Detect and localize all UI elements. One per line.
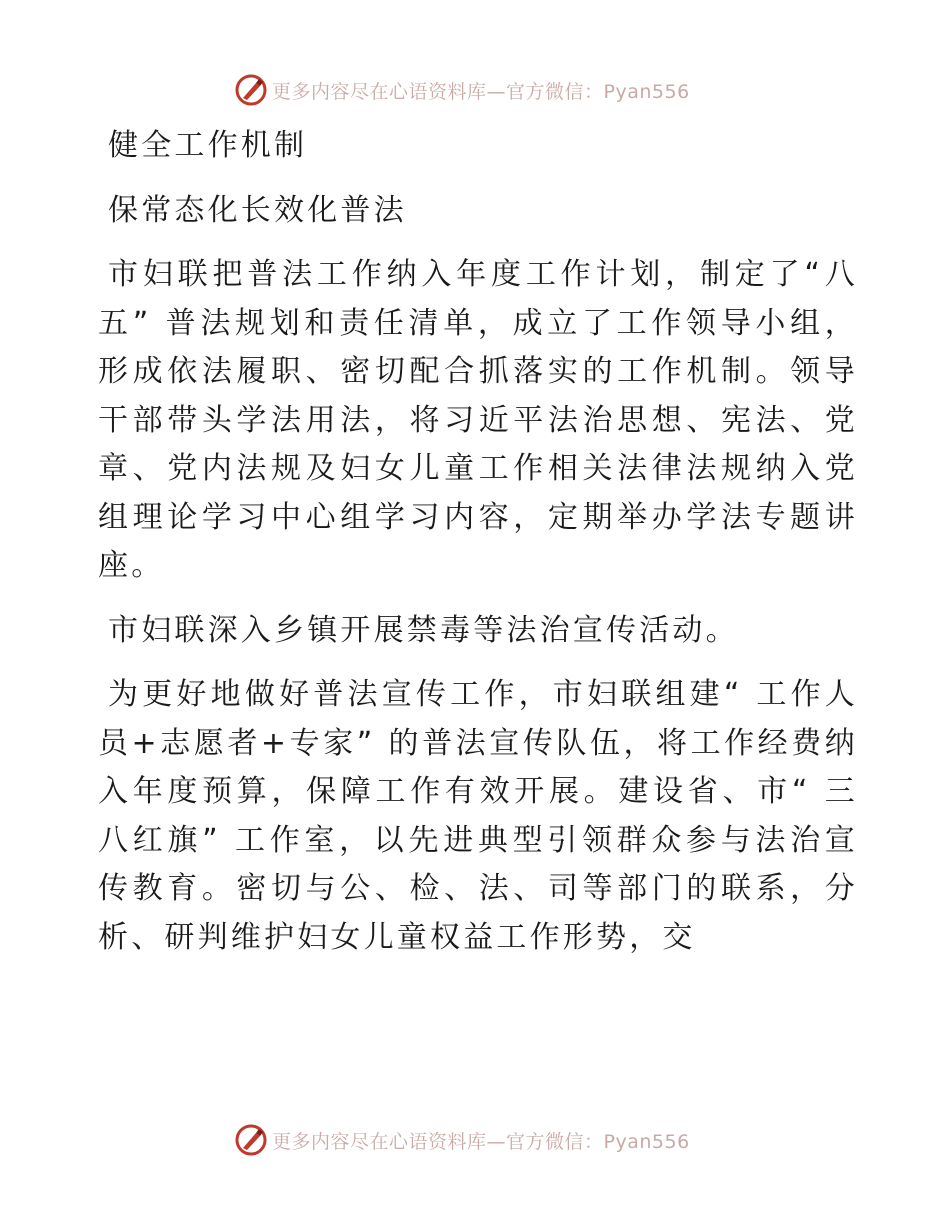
header-watermark — [234, 72, 690, 108]
body-paragraph: 市妇联把普法工作纳入年度工作计划，制定了“八五” 普法规划和责任清单，成立了工作领导小组，形成依法履职、密切配合抓落实的工作机制。领导干部带头学法用法，将习近平法治思想、宪法、党章、党内法规及妇女儿童工作相关法律法规纳入党组理论学习中心组学习内容，定期举办学法专题讲座。 — [98, 257, 858, 583]
body-paragraph: 为更好地做好普法宣传工作，市妇联组建“ 工作人员+志愿者+专家” 的普法宣传队伍，将工作经费纳入年度预算，保障工作有效开展。建设省、市“ 三八红旗” 工作室，以先进典型引领群众参与法治宣传教育。密切与公、检、法、司等部门的联系，分析、研判维护妇女儿童权益工作形势，交 — [98, 677, 858, 955]
section-heading: 健全工作机制 — [108, 128, 308, 163]
pen-logo-icon — [234, 73, 268, 107]
subsection-heading: 保常态化长效化普法 — [108, 192, 407, 228]
document-body — [98, 122, 858, 978]
footer-watermark — [234, 1122, 690, 1158]
pen-logo-icon — [234, 1123, 268, 1157]
body-paragraph: 市妇联深入乡镇开展禁毒等法治宣传活动。 — [108, 612, 739, 648]
watermark-text: 更多内容尽在心语资料库—官方微信：Pyan556 — [272, 80, 690, 103]
watermark-text: 更多内容尽在心语资料库—官方微信：Pyan556 — [272, 1130, 690, 1153]
